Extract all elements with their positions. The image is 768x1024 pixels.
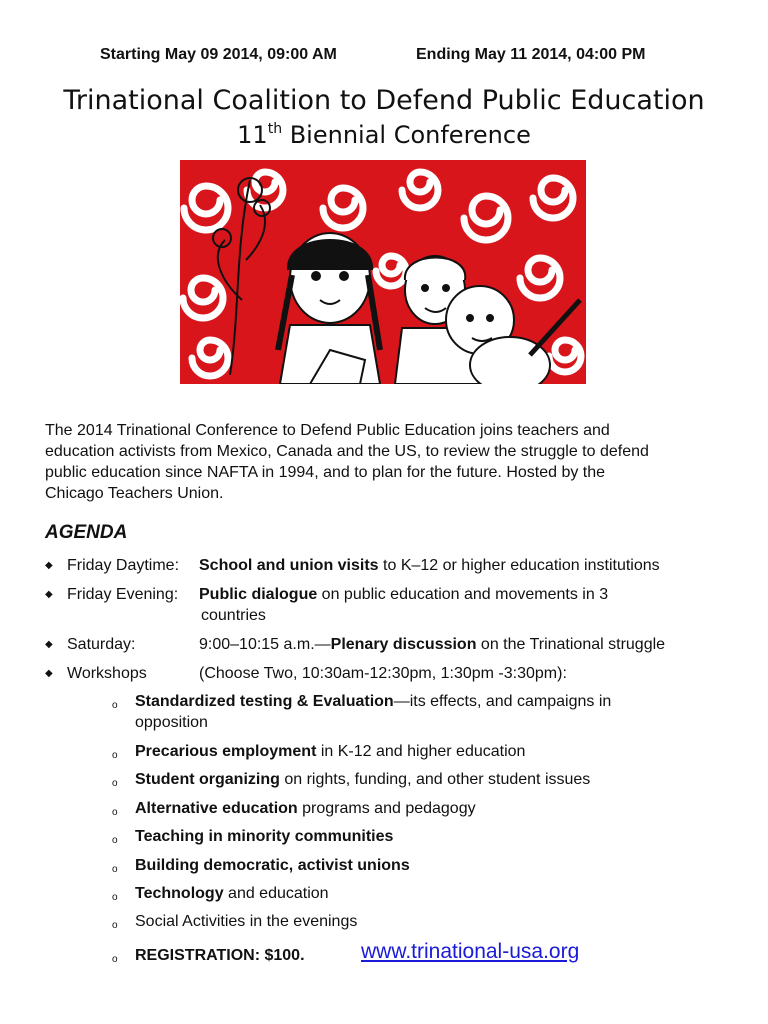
circle-bullet-icon: o [112, 750, 118, 761]
agenda-item-label: Friday Daytime: [67, 557, 180, 574]
circle-bullet-icon: o [112, 892, 118, 903]
workshop-text: Precarious employment in K-12 and higher education [135, 743, 526, 760]
intro-line: public education since NAFTA in 1994, and to plan for the future. Hosted by the [45, 464, 606, 481]
diamond-bullet-icon: ◆ [45, 589, 53, 600]
circle-bullet-icon: o [112, 864, 118, 875]
page-title: Trinational Coalition to Defend Public Education [63, 85, 705, 116]
subtitle-number: 11 [237, 121, 268, 149]
end-date: Ending May 11 2014, 04:00 PM [416, 46, 646, 63]
circle-bullet-icon: o [112, 835, 118, 846]
agenda-heading: AGENDA [45, 522, 128, 543]
subtitle-suffix: th [267, 121, 283, 137]
agenda-item-label: Friday Evening: [67, 586, 179, 603]
agenda-item-desc: Public dialogue on public education and movements in 3 countries [199, 586, 609, 624]
website-link[interactable]: www.trinational-usa.org [361, 940, 580, 963]
page-subtitle [0, 120, 768, 150]
diamond-bullet-icon: ◆ [45, 639, 53, 650]
intro-line: education activists from Mexico, Canada and the US, to review the struggle to defend [45, 443, 649, 460]
circle-bullet-icon: o [112, 807, 118, 818]
start-date: Starting May 09 2014, 09:00 AM [100, 46, 337, 63]
agenda-item-label: Workshops [67, 665, 147, 682]
registration-label: REGISTRATION: $100. [135, 947, 305, 964]
workshop-text: Alternative education programs and pedagogy [135, 800, 476, 817]
diamond-bullet-icon: ◆ [45, 560, 53, 571]
circle-bullet-icon: o [112, 700, 118, 711]
workshop-text: Standardized testing & Evaluation—its effects, and campaigns in opposition [135, 693, 612, 731]
agenda-item-desc: 9:00–10:15 a.m.—Plenary discussion on the Trinational struggle [199, 636, 666, 653]
circle-bullet-icon: o [112, 954, 118, 965]
circle-bullet-icon: o [112, 920, 118, 931]
agenda-item-desc: (Choose Two, 10:30am-12:30pm, 1:30pm -3:30pm): [199, 665, 567, 682]
intro-line: The 2014 Trinational Conference to Defend Public Education joins teachers and [45, 422, 610, 439]
subtitle-rest: Biennial Conference [282, 121, 531, 149]
circle-bullet-icon: o [112, 778, 118, 789]
workshop-text: Teaching in minority communities [135, 828, 394, 845]
intro-line: Chicago Teachers Union. [45, 485, 224, 502]
agenda-item-desc: School and union visits to K–12 or higher education institutions [199, 557, 660, 574]
workshop-text: Building democratic, activist unions [135, 857, 410, 874]
workshop-text: Social Activities in the evenings [135, 913, 358, 930]
workshop-text: Technology and education [135, 885, 329, 902]
diamond-bullet-icon: ◆ [45, 668, 53, 679]
workshop-text: Student organizing on rights, funding, and other student issues [135, 771, 591, 788]
illustration-children-icon [180, 160, 586, 384]
agenda-item-label: Saturday: [67, 636, 136, 653]
intro-paragraph [45, 420, 725, 504]
